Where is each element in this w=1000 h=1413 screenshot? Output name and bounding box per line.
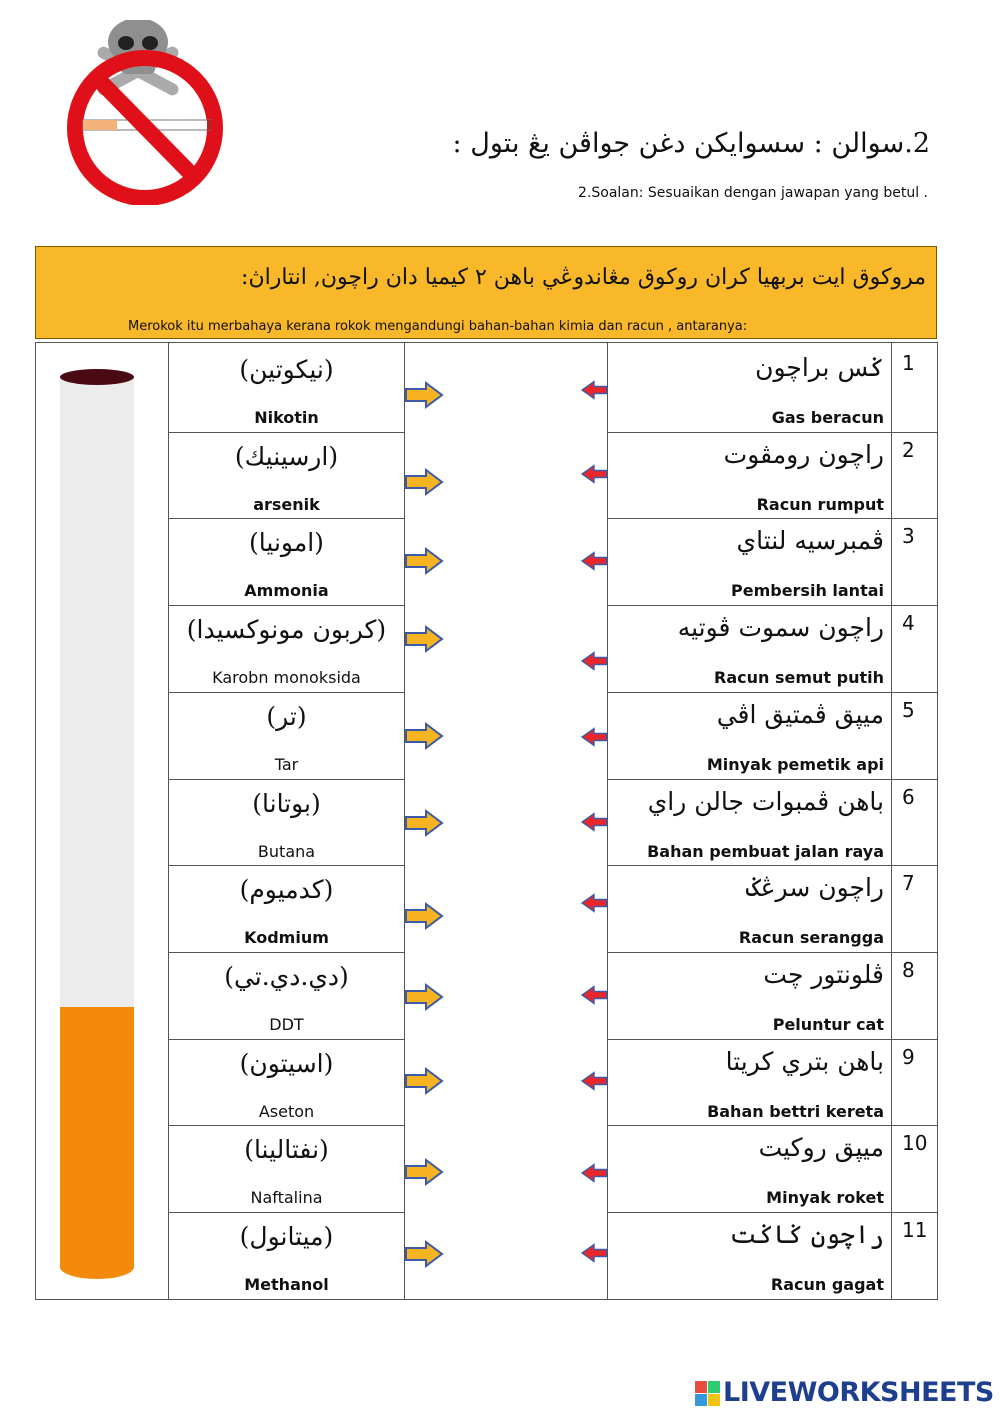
row-number: 8 (902, 958, 915, 982)
row-divider (607, 952, 938, 953)
arrow-left-icon[interactable] (580, 376, 608, 404)
row-divider (168, 1212, 405, 1213)
row-number: 7 (902, 871, 915, 895)
row-divider (168, 432, 405, 433)
row-divider (607, 605, 938, 606)
use-latin: Minyak roket (766, 1188, 884, 1207)
use-latin: Peluntur cat (772, 1015, 884, 1034)
use-arabic: ݢس براچون (755, 353, 884, 382)
chemical-latin: Methanol (244, 1275, 329, 1294)
chemical-latin: Aseton (258, 1102, 315, 1121)
use-latin: Pembersih lantai (730, 581, 884, 600)
use-arabic: ميڽق ڤمتيق اڤي (716, 700, 884, 729)
row-divider (607, 692, 938, 693)
chemical-arabic: (بوتانا) (252, 789, 321, 818)
liveworksheets-logo-icon (695, 1381, 721, 1407)
arrow-left-icon[interactable] (580, 981, 608, 1009)
arrow-left-icon[interactable] (580, 1239, 608, 1267)
use-latin: Racun semut putih (714, 668, 884, 687)
row-number: 1 (902, 351, 915, 375)
use-arabic: ميڽق روكيت (758, 1133, 884, 1162)
row-number: 2 (902, 438, 915, 462)
row-number: 5 (902, 698, 915, 722)
row-divider (168, 518, 405, 519)
question-title-arabic: 2.سوالن : سسوايكن دغن جواڤن يڠ بتول : (452, 128, 930, 159)
arrow-right-icon[interactable] (404, 809, 444, 837)
row-divider (168, 692, 405, 693)
arrow-right-icon[interactable] (404, 547, 444, 575)
chemical-latin: Butana (257, 842, 316, 861)
row-divider (168, 952, 405, 953)
arrow-left-icon[interactable] (580, 460, 608, 488)
chemical-arabic: (ارسينيك) (234, 442, 339, 471)
arrow-right-icon[interactable] (404, 722, 444, 750)
row-number: 10 (902, 1131, 928, 1155)
use-latin: Bahan pembuat jalan raya (647, 842, 884, 861)
use-arabic: راچون ݢاݢت (729, 1220, 884, 1249)
use-latin: Racun gagat (770, 1275, 884, 1294)
use-latin: Bahan bettri kereta (707, 1102, 884, 1121)
watermark-text: LIVEWORKSHEETS (723, 1377, 994, 1408)
row-number: 11 (902, 1218, 928, 1242)
use-arabic: باهن ڤمبوات جالن راي (647, 787, 884, 816)
use-arabic: راچون سرڠݢ (745, 873, 884, 902)
chemical-latin: Nikotin (254, 408, 319, 427)
cigarette-illustration (58, 365, 136, 1285)
chemical-arabic: (تر) (266, 702, 307, 731)
row-number: 4 (902, 611, 915, 635)
use-latin: Racun rumput (756, 495, 884, 514)
chemical-latin: DDT (269, 1015, 304, 1034)
arrow-left-icon[interactable] (580, 547, 608, 575)
arrow-left-icon[interactable] (580, 1067, 608, 1095)
chemical-arabic: (كدميوم) (239, 875, 334, 904)
arrow-right-icon[interactable] (404, 381, 444, 409)
arrow-left-icon[interactable] (580, 723, 608, 751)
arrow-right-icon[interactable] (404, 468, 444, 496)
row-number: 6 (902, 785, 915, 809)
intro-text-latin: Merokok itu merbahaya kerana rokok mengandungi bahan-bahan kimia dan racun , antaranya: (128, 319, 748, 334)
row-divider (607, 865, 938, 866)
chemical-arabic: (اسيتون) (239, 1049, 334, 1078)
chemical-latin: Tar (274, 755, 299, 774)
chemical-arabic: (نفتالينا) (244, 1135, 329, 1164)
chemical-latin: Ammonia (244, 581, 329, 600)
row-divider (607, 432, 938, 433)
chemical-arabic: (ميتانول) (239, 1222, 334, 1251)
liveworksheets-logo (695, 1375, 995, 1411)
chemical-arabic: (امونيا) (249, 528, 324, 557)
use-arabic: راچون سموت ڤوتيه (677, 613, 884, 642)
intro-text-arabic: مروكوق ايت بربهيا كران روكوق مڠاندوڠي باهن ٢ كيميا دان راچون, انتاراڽ: (241, 265, 926, 290)
use-arabic: راچون رومڤوت (723, 440, 884, 469)
use-latin: Gas beracun (771, 408, 884, 427)
no-smoking-icon (55, 20, 245, 205)
chemical-latin: arsenik (253, 495, 320, 514)
arrow-right-icon[interactable] (404, 1240, 444, 1268)
row-number: 3 (902, 524, 915, 548)
intro-box (35, 246, 937, 339)
row-divider (168, 865, 405, 866)
arrow-right-icon[interactable] (404, 1067, 444, 1095)
row-divider (607, 1039, 938, 1040)
row-divider (607, 779, 938, 780)
arrow-left-icon[interactable] (580, 647, 608, 675)
row-divider (168, 1125, 405, 1126)
arrow-left-icon[interactable] (580, 1159, 608, 1187)
chemical-arabic: (نيكوتين) (239, 355, 334, 384)
arrow-left-icon[interactable] (580, 808, 608, 836)
row-divider (168, 605, 405, 606)
row-divider (607, 518, 938, 519)
use-latin: Minyak pemetik api (706, 755, 884, 774)
arrow-right-icon[interactable] (404, 625, 444, 653)
arrow-right-icon[interactable] (404, 983, 444, 1011)
use-arabic: باهن بتري كريتا (725, 1047, 884, 1076)
row-divider (607, 1212, 938, 1213)
table-divider (891, 342, 892, 1300)
arrow-right-icon[interactable] (404, 902, 444, 930)
chemical-arabic: (كربون مونوكسيدا) (186, 615, 387, 644)
chemical-latin: Karobn monoksida (212, 668, 361, 687)
row-divider (607, 1125, 938, 1126)
chemical-arabic: (دي.دي.تي) (224, 962, 349, 991)
chemical-latin: Naftalina (250, 1188, 323, 1207)
row-number: 9 (902, 1045, 915, 1069)
use-arabic: ڤلونتور چت (763, 960, 884, 989)
row-divider (168, 779, 405, 780)
arrow-left-icon[interactable] (580, 889, 608, 917)
question-title-latin: 2.Soalan: Sesuaikan dengan jawapan yang betul . (578, 185, 928, 201)
chemical-latin: Kodmium (244, 928, 329, 947)
arrow-right-icon[interactable] (404, 1158, 444, 1186)
use-arabic: ڤمبرسيه لنتاي (736, 526, 884, 555)
use-latin: Racun serangga (738, 928, 884, 947)
row-divider (168, 1039, 405, 1040)
